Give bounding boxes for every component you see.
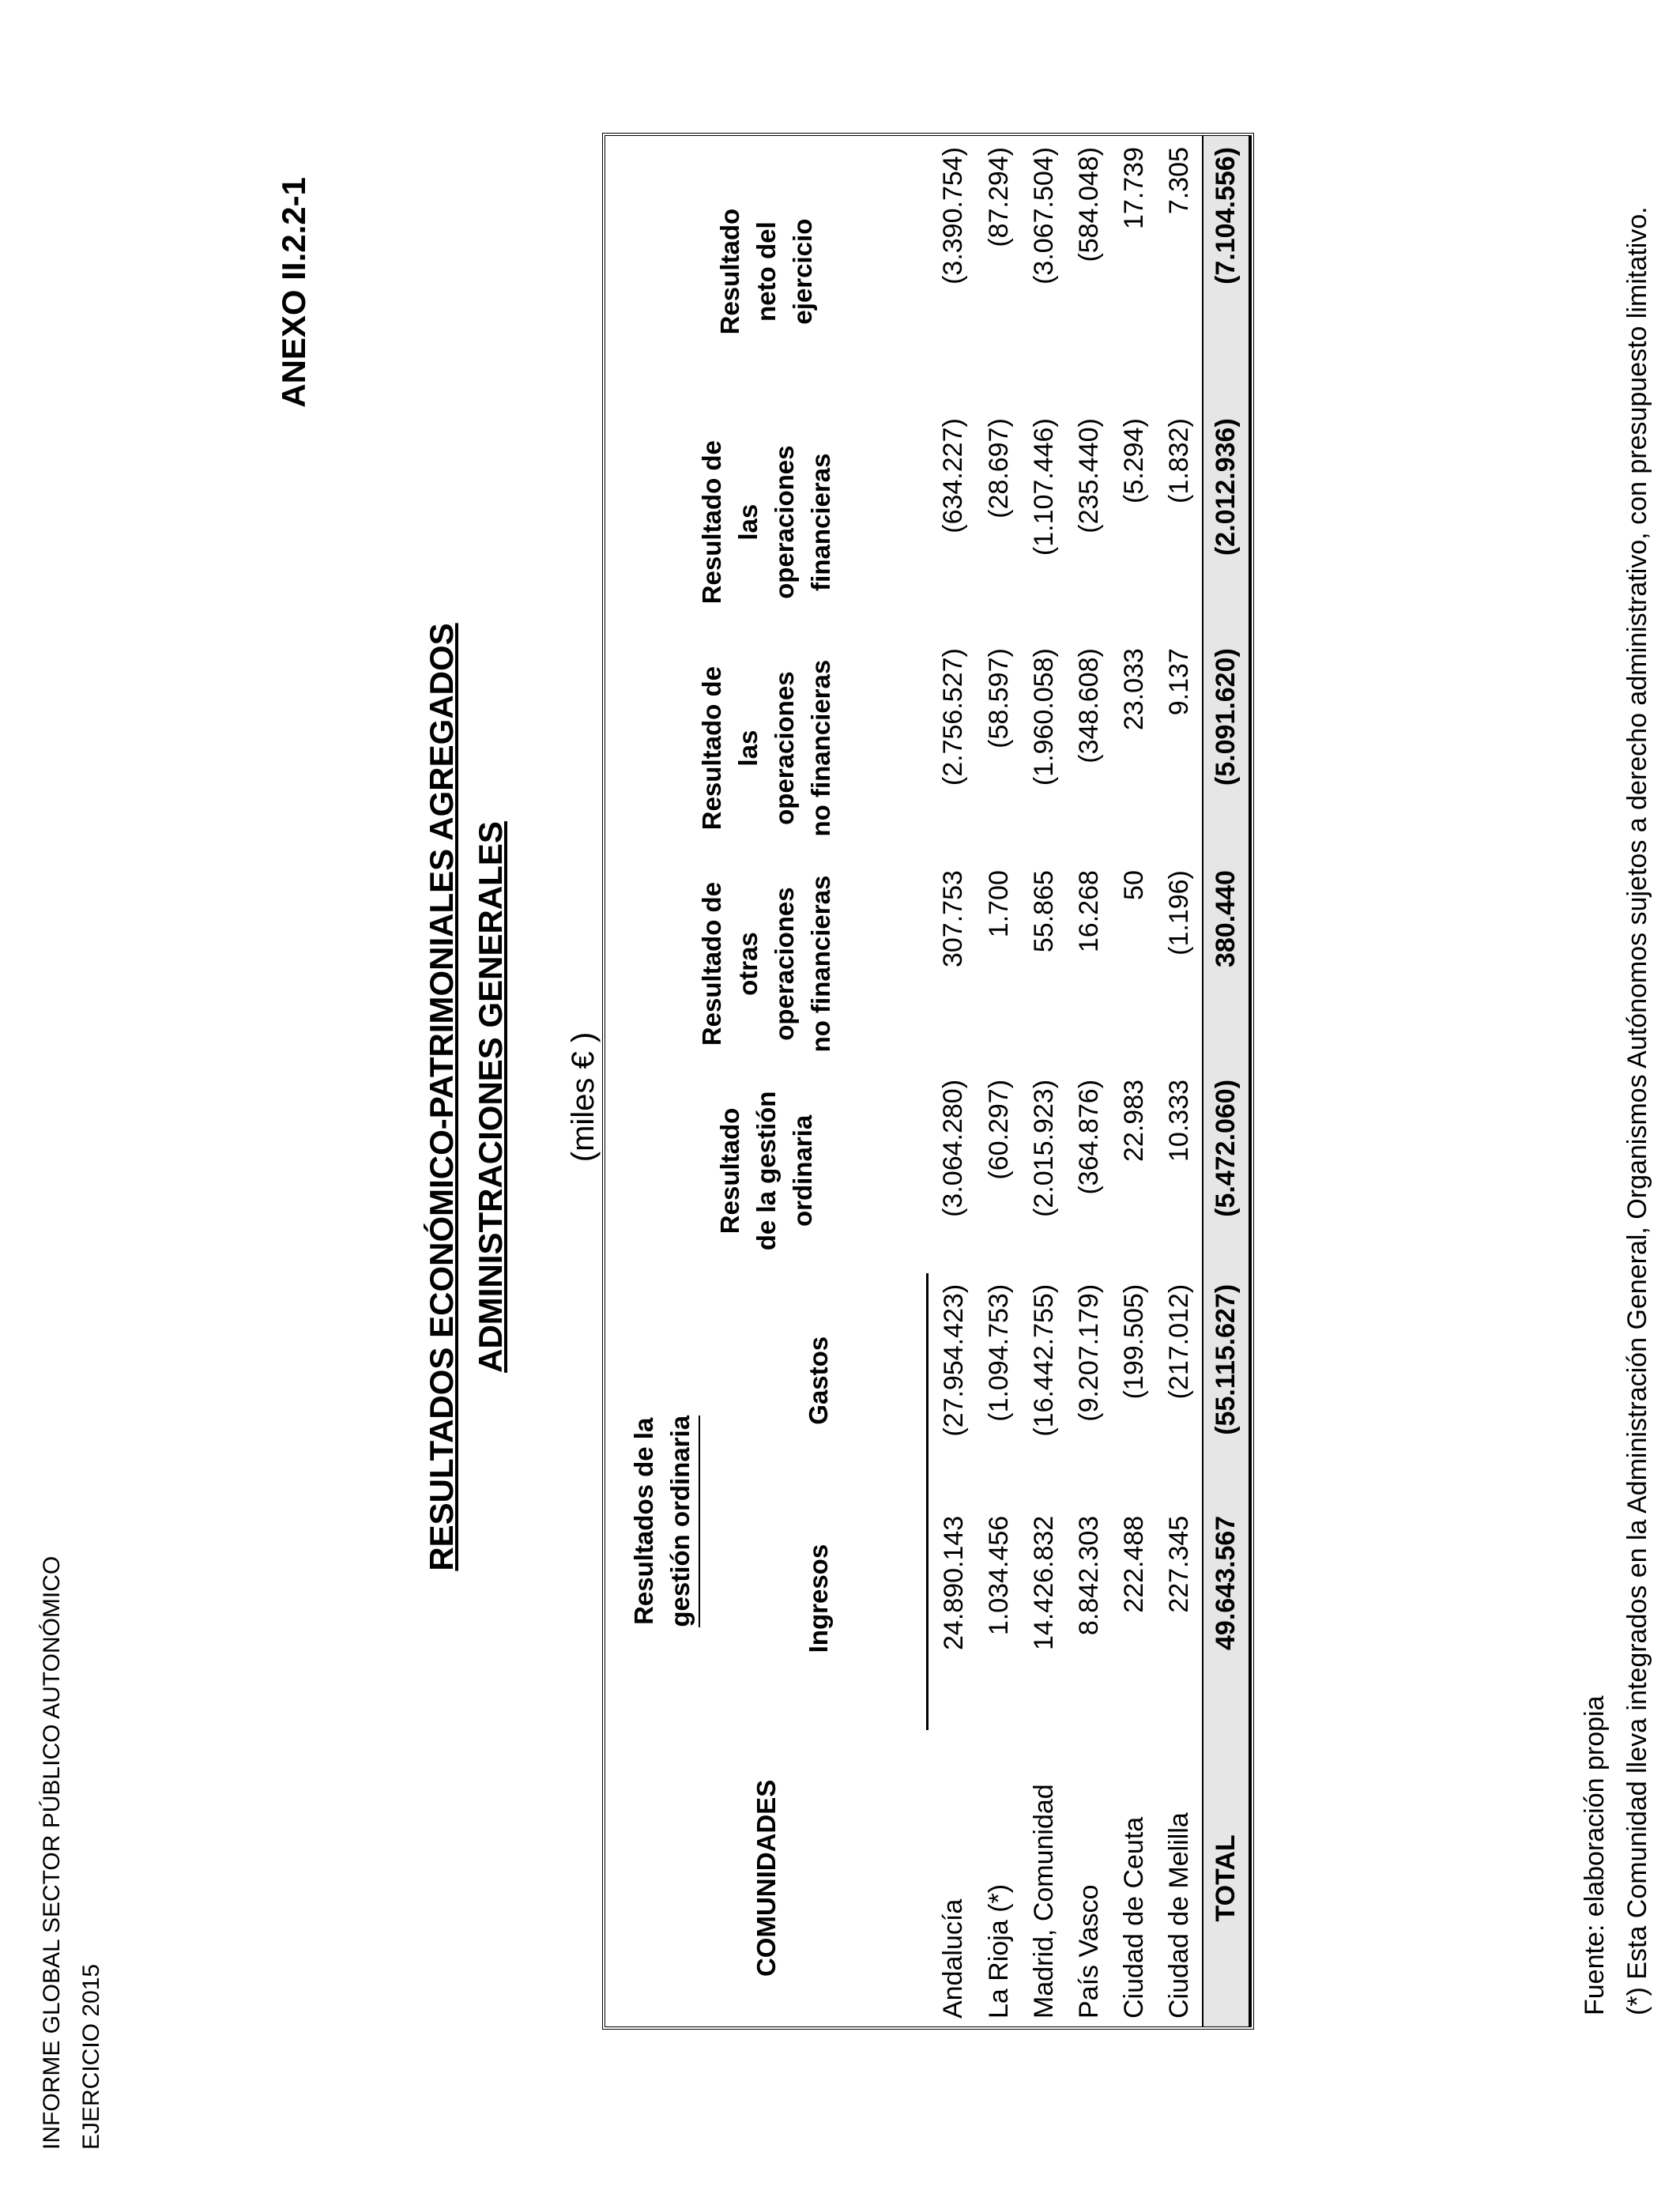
table-notes xyxy=(1579,198,1653,2015)
cell-no-fin: (58.597) xyxy=(984,648,1014,748)
col-header-comunidades: COMUNIDADES xyxy=(605,1730,928,2026)
row-name: Andalucía xyxy=(938,1898,969,2019)
col-header-res-gestion: Resultado de la gestión ordinaria xyxy=(605,1069,928,1273)
cell-otras: 16.268 xyxy=(1074,870,1104,953)
cell-ingresos: 1.034.456 xyxy=(984,1515,1014,1636)
results-table-frame xyxy=(602,133,1254,2030)
total-fin: (2.012.936) xyxy=(1203,407,1250,637)
source-note: Fuente: elaboración propia xyxy=(1580,1695,1610,2015)
report-year: EJERCICIO 2015 xyxy=(78,1963,104,2150)
cell-ingresos: 227.345 xyxy=(1164,1515,1194,1613)
col-header-gastos: Gastos xyxy=(711,1273,928,1505)
col-header-res-no-fin: Resultado de las operaciones no financieras xyxy=(605,637,928,859)
row-name: La Rioja (*) xyxy=(984,1883,1014,2019)
group-header-gestion: Resultados de la gestión ordinaria xyxy=(626,1416,700,1627)
total-gastos: (55.115.627) xyxy=(1203,1273,1250,1505)
cell-fin: (1.832) xyxy=(1164,418,1194,503)
cell-ingresos: 8.842.303 xyxy=(1074,1515,1104,1636)
page-title xyxy=(417,0,515,2194)
cell-gastos: (1.094.753) xyxy=(984,1284,1014,1422)
cell-gestion: (3.064.280) xyxy=(938,1079,969,1217)
total-row xyxy=(1203,136,1250,2026)
row-name: Ciudad de Ceuta xyxy=(1119,1816,1149,2019)
cell-gestion: (364.876) xyxy=(1074,1079,1104,1195)
footnote: (*) Esta Comunidad lleva integrados en la Administración General, Organismos Autónomos sujetos a derecho administrativo, con presupuesto limitativo. xyxy=(1622,206,1652,2015)
cell-neto: (87.294) xyxy=(984,147,1014,247)
row-name: Madrid, Comunidad xyxy=(1029,1784,1059,2019)
total-no-fin: (5.091.620) xyxy=(1203,637,1250,859)
table-row xyxy=(928,136,977,2026)
cell-fin: (1.107.446) xyxy=(1029,418,1059,556)
cell-neto: (3.067.504) xyxy=(1029,147,1059,285)
cell-no-fin: 23.033 xyxy=(1119,648,1149,731)
row-name: Ciudad de Melilla xyxy=(1164,1812,1194,2019)
report-header: INFORME GLOBAL SECTOR PÚBLICO AUTONÓMICO xyxy=(39,1555,65,2150)
table-row xyxy=(1112,136,1157,2026)
cell-gestion: 10.333 xyxy=(1164,1079,1194,1162)
total-otras: 380.440 xyxy=(1203,859,1250,1069)
col-header-res-neto: Resultado neto del ejercicio xyxy=(605,136,928,407)
table-row xyxy=(1022,136,1067,2026)
cell-ingresos: 222.488 xyxy=(1119,1515,1149,1613)
unit-label: (miles € ) xyxy=(566,1031,601,1163)
cell-neto: 17.739 xyxy=(1119,147,1149,229)
table-row xyxy=(1157,136,1203,2026)
cell-no-fin: (348.608) xyxy=(1074,648,1104,763)
cell-otras: (1.196) xyxy=(1164,870,1194,956)
col-header-ingresos: Ingresos xyxy=(711,1505,928,1730)
cell-neto: 7.305 xyxy=(1164,147,1194,215)
cell-otras: 50 xyxy=(1119,870,1149,900)
results-table xyxy=(605,136,1251,2026)
table-row xyxy=(977,136,1022,2026)
cell-fin: (5.294) xyxy=(1119,418,1149,503)
col-header-res-otras: Resultado de otras operaciones no financieras xyxy=(605,859,928,1069)
cell-gastos: (9.207.179) xyxy=(1074,1284,1104,1422)
cell-neto: (3.390.754) xyxy=(938,147,969,285)
cell-no-fin: (2.756.527) xyxy=(938,648,969,786)
annex-label: ANEXO II.2.2-1 xyxy=(275,177,312,408)
cell-gestion: 22.983 xyxy=(1119,1079,1149,1162)
cell-gestion: (2.015.923) xyxy=(1029,1079,1059,1217)
cell-gestion: (60.297) xyxy=(984,1079,1014,1180)
total-ingresos: 49.643.567 xyxy=(1203,1505,1250,1730)
cell-gastos: (16.442.755) xyxy=(1029,1284,1059,1437)
table-row xyxy=(1067,136,1112,2026)
total-gestion: (5.472.060) xyxy=(1203,1069,1250,1273)
title-line-2: ADMINISTRACIONES GENERALES xyxy=(472,821,509,1373)
col-header-res-fin: Resultado de las operaciones financieras xyxy=(605,407,928,637)
cell-fin: (28.697) xyxy=(984,418,1014,518)
row-name: País Vasco xyxy=(1074,1884,1104,2019)
cell-neto: (584.048) xyxy=(1074,147,1104,262)
total-neto: (7.104.556) xyxy=(1203,136,1250,407)
total-label: TOTAL xyxy=(1203,1730,1250,2026)
cell-no-fin: (1.960.058) xyxy=(1029,648,1059,786)
cell-fin: (235.440) xyxy=(1074,418,1104,533)
cell-gastos: (217.012) xyxy=(1164,1284,1194,1400)
cell-no-fin: 9.137 xyxy=(1164,648,1194,716)
cell-otras: 1.700 xyxy=(984,870,1014,938)
cell-ingresos: 14.426.832 xyxy=(1029,1515,1059,1650)
title-line-1: RESULTADOS ECONÓMICO-PATRIMONIALES AGREGADOS xyxy=(423,623,460,1571)
cell-fin: (634.227) xyxy=(938,418,969,533)
cell-otras: 307.753 xyxy=(938,870,969,968)
cell-ingresos: 24.890.143 xyxy=(939,1515,969,1650)
cell-gastos: (199.505) xyxy=(1119,1284,1149,1400)
cell-gastos: (27.954.423) xyxy=(939,1284,969,1437)
cell-otras: 55.865 xyxy=(1029,870,1059,953)
